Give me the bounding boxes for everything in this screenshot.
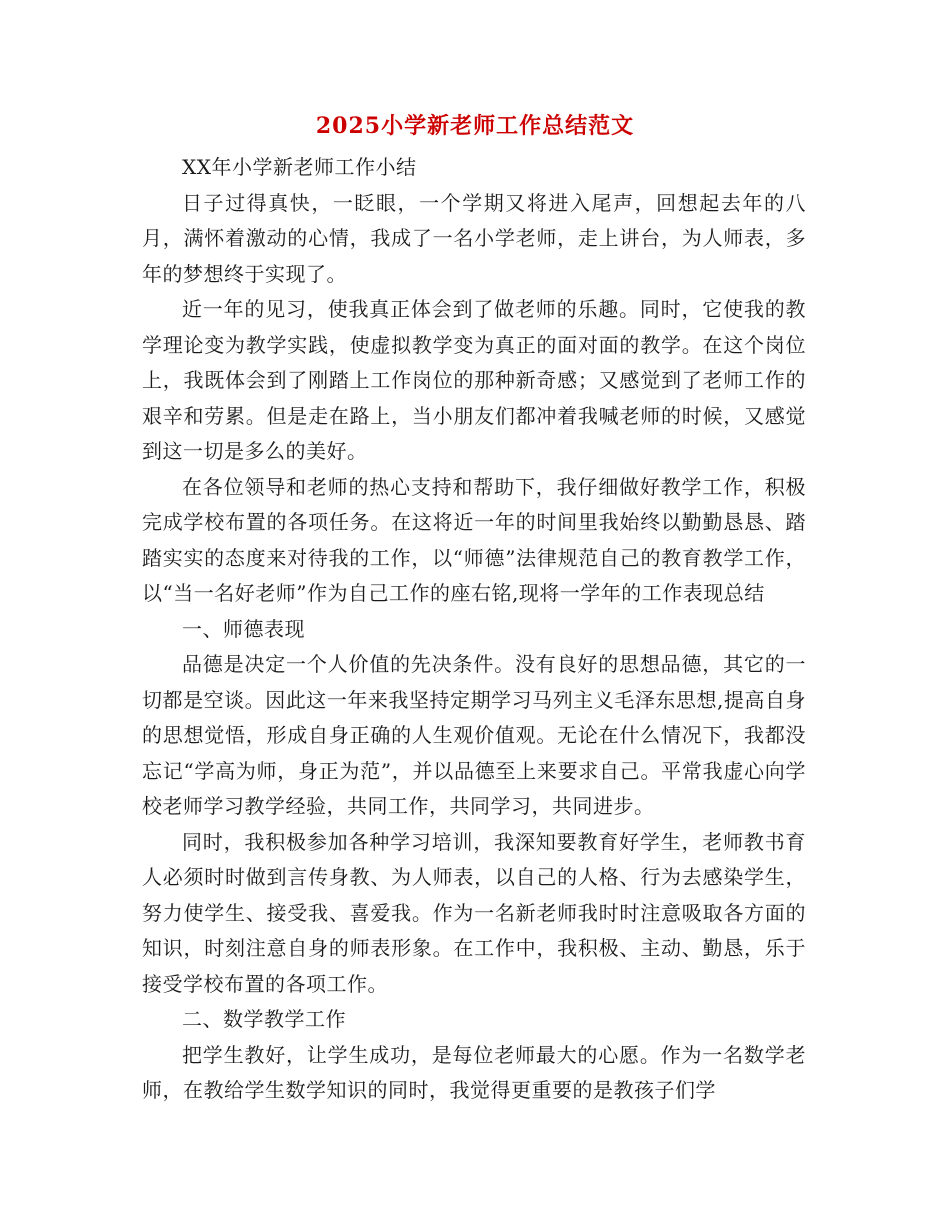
section-heading: 一、师德表现 (182, 616, 305, 641)
subtitle-paragraph: XX年小学新老师工作小结 (182, 155, 417, 179)
body-paragraph: 近一年的见习，使我真正体会到了做老师的乐趣。同时，它使我的教学理论变为教学实践，使虚拟教学变为真正的面对面的教学。在这个岗位上，我既体会到了刚踏上工作岗位的那种新奇感；又感觉到了老师工作的艰辛和劳累。但是走在路上，当小朋友们都冲着我喊老师的时候，又感觉到这一切是多么的美好。 (142, 297, 806, 463)
body-paragraph: 品德是决定一个人价值的先决条件。没有良好的思想品德，其它的一切都是空谈。因此这一年来我坚持定期学习马列主义毛泽东思想,提高自身的思想觉悟，形成自身正确的人生观价值观。无论在什么情况下，我都没忘记“学高为师，身正为范”，并以品德至上来要求自己。平常我虚心向学校老师学习教学经验，共同工作，共同学习，共同进步。 (142, 652, 806, 818)
document-title: 2025小学新老师工作总结范文 (315, 113, 635, 139)
document-body (142, 150, 806, 1109)
body-paragraph: 同时，我积极参加各种学习培训，我深知要教育好学生，老师教书育人必须时时做到言传身教、为人师表，以自己的人格、行为去感染学生，努力使学生、接受我、喜爱我。作为一名新老师我时时注意吸取各方面的知识，时刻注意自身的师表形象。在工作中，我积极、主动、勤恳，乐于接受学校布置的各项工作。 (142, 829, 806, 996)
body-paragraph: 把学生教好，让学生成功，是每位老师最大的心愿。作为一名数学老师，在教给学生数学知识的同时，我觉得更重要的是教孩子们学 (142, 1042, 806, 1102)
body-paragraph: 日子过得真快，一眨眼，一个学期又将进入尾声，回想起去年的八月，满怀着激动的心情，我成了一名小学老师，走上讲台，为人师表，多年的梦想终于实现了。 (142, 190, 806, 286)
section-heading: 二、数学教学工作 (182, 1007, 346, 1031)
body-paragraph: 在各位领导和老师的热心支持和帮助下，我仔细做好教学工作，积极完成学校布置的各项任务。在这将近一年的时间里我始终以勤勤恳恳、踏踏实实的态度来对待我的工作，以“师德”法律规范自己的教育教学工作，以“当一名好老师”作为自己工作的座右铭,现将一学年的工作表现总结 (142, 474, 806, 605)
